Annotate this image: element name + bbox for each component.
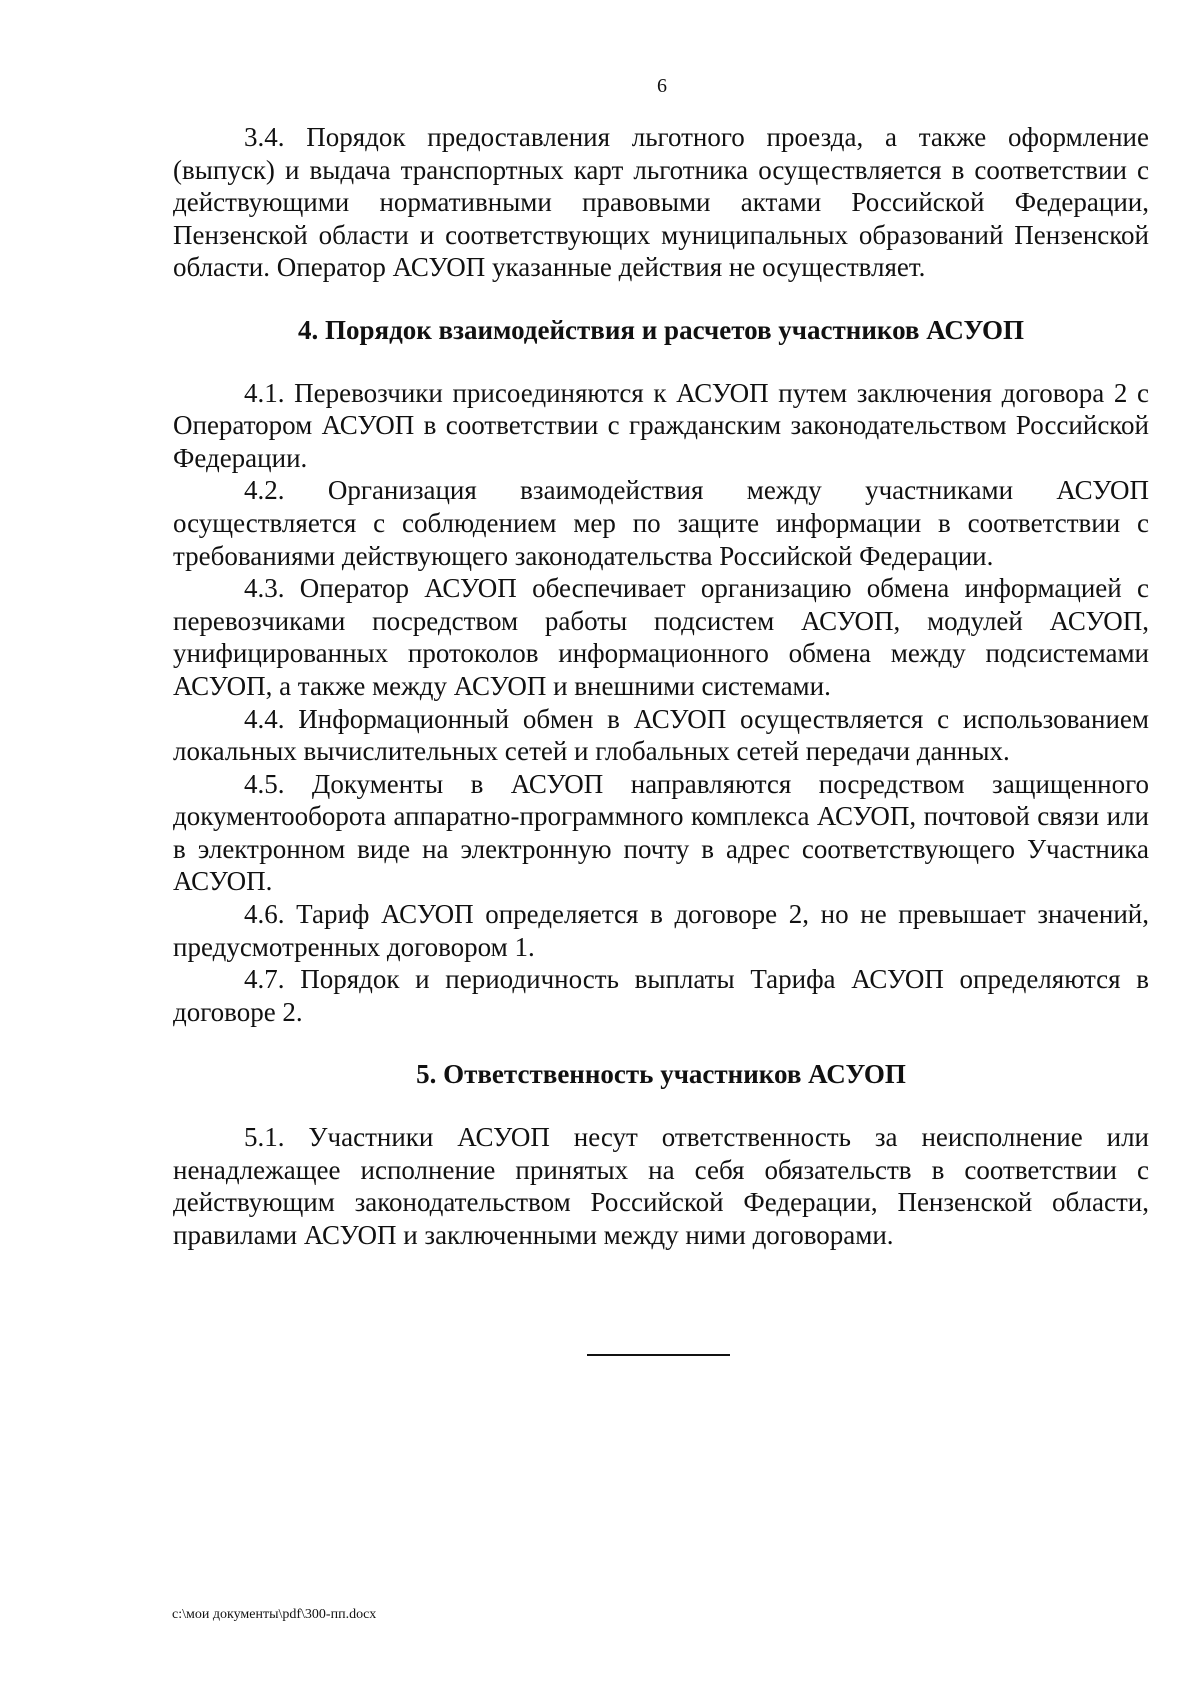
paragraph-4-2: 4.2. Организация взаимодействия между участниками АСУОП осуществляется с соблюдением мер по защите информации в соответствии с требованиями действующего законодательства Российской Федерации. (173, 475, 1156, 571)
paragraph-4-3: 4.3. Оператор АСУОП обеспечивает организацию обмена информацией с перевозчиками посредством работы подсистем АСУОП, модулей АСУОП, унифицированных протоколов информационного обмена между подсистемами АСУОП, а также между АСУОП и внешними системами. (173, 573, 1156, 701)
paragraph-4-7: 4.7. Порядок и периодичность выплаты Тарифа АСУОП определяются в договоре 2. (173, 964, 1156, 1027)
section-5-heading: 5. Ответственность участников АСУОП (416, 1059, 906, 1090)
footer-file-path: c:\мои документы\pdf\300-пп.docx (172, 1607, 377, 1622)
end-of-document-rule (587, 1354, 730, 1356)
page-number: 6 (657, 75, 667, 97)
paragraph-4-4: 4.4. Информационный обмен в АСУОП осуществляется с использованием локальных вычислительных сетей и глобальных сетей передачи данных. (173, 703, 1156, 767)
paragraph-3-4: 3.4. Порядок предоставления льготного проезда, а также оформление (выпуск) и выдача транспортных карт льготника осуществляется в соответствии с действующими нормативными правовыми актами Российской Федерации, Пензенской области и соответствующих муниципальных образований Пензенской области. Оператор АСУОП указанные действия не осуществляет. (173, 122, 1156, 283)
paragraph-4-5: 4.5. Документы в АСУОП направляются посредством защищенного документооборота аппаратно-программного комплекса АСУОП, почтовой связи или в электронном виде на электронную почту в адрес соответствующего Участника АСУОП. (173, 768, 1156, 897)
section-4-heading: 4. Порядок взаимодействия и расчетов участников АСУОП (297, 314, 1025, 345)
paragraph-4-1: 4.1. Перевозчики присоединяются к АСУОП путем заключения договора 2 с Оператором АСУОП в соответствии с гражданским законодательством Российской Федерации. (173, 377, 1156, 473)
paragraph-5-1: 5.1. Участники АСУОП несут ответственность за неисполнение или ненадлежащее исполнение принятых на себя обязательств в соответствии с действующим законодательством Российской Федерации, Пензенской области, правилами АСУОП и заключенными между ними договорами. (173, 1122, 1156, 1250)
paragraph-4-6: 4.6. Тариф АСУОП определяется в договоре 2, но не превышает значений, предусмотренных договором 1. (173, 899, 1156, 962)
document-body (173, 121, 1156, 1251)
